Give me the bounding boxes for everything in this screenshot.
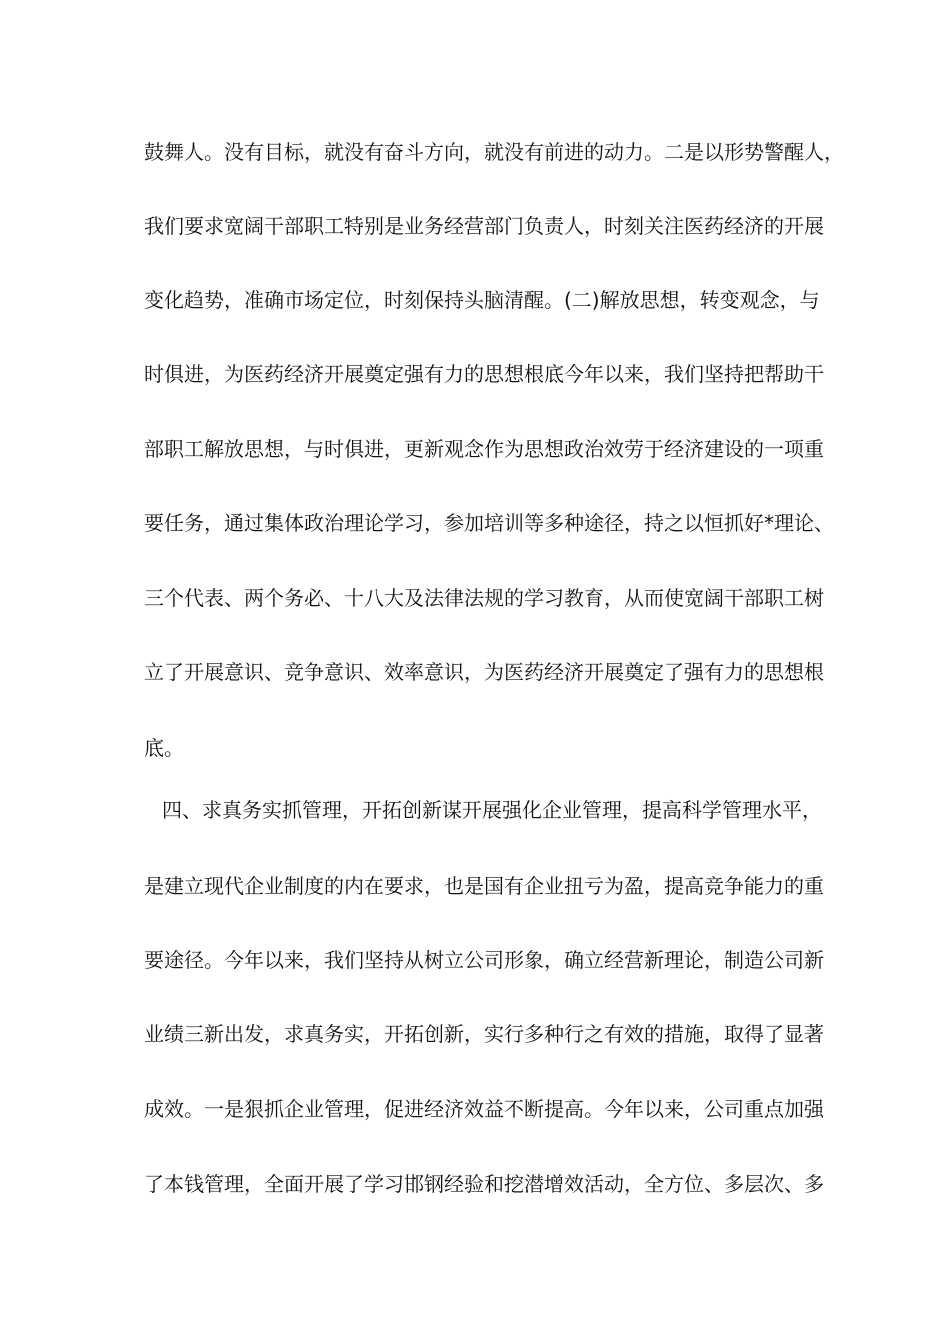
- body-text-line: 时俱进，为医药经济开展奠定强有力的思想根底今年以来，我们坚持把帮助干: [144, 362, 824, 386]
- body-text-line: 要途径。今年以来，我们坚持从树立公司形象，确立经营新理论，制造公司新: [144, 948, 824, 972]
- body-text-line: 是建立现代企业制度的内在要求，也是国有企业扭亏为盈，提高竞争能力的重: [144, 874, 824, 898]
- section-heading-line: 四、求真务实抓管理，开拓创新谋开展强化企业管理，提高科学管理水平，: [162, 798, 822, 822]
- body-text-line: 底。: [144, 736, 184, 760]
- body-text-line: 了本钱管理，全面开展了学习邯钢经验和挖潜增效活动，全方位、多层次、多: [144, 1172, 824, 1196]
- body-text-line: 部职工解放思想，与时俱进，更新观念作为思想政治效劳于经济建设的一项重: [144, 437, 824, 461]
- body-text-line: 变化趋势，准确市场定位，时刻保持头脑清醒。(二)解放思想，转变观念，与: [144, 288, 820, 312]
- body-text-line: 鼓舞人。没有目标，就没有奋斗方向，就没有前进的动力。二是以形势警醒人，: [144, 140, 844, 164]
- body-text-line: 我们要求宽阔干部职工特别是业务经营部门负责人，时刻关注医药经济的开展: [144, 214, 824, 238]
- body-text-line: 要任务，通过集体政治理论学习，参加培训等多种途径，持之以恒抓好*理论、: [144, 511, 834, 535]
- body-text-line: 成效。一是狠抓企业管理，促进经济效益不断提高。今年以来，公司重点加强: [144, 1097, 824, 1121]
- body-text-line: 三个代表、两个务必、十八大及法律法规的学习教育，从而使宽阔干部职工树: [144, 586, 824, 610]
- body-text-line: 立了开展意识、竞争意识、效率意识，为医药经济开展奠定了强有力的思想根: [144, 660, 824, 684]
- body-text-line: 业绩三新出发，求真务实，开拓创新，实行多种行之有效的措施，取得了显著: [144, 1022, 824, 1046]
